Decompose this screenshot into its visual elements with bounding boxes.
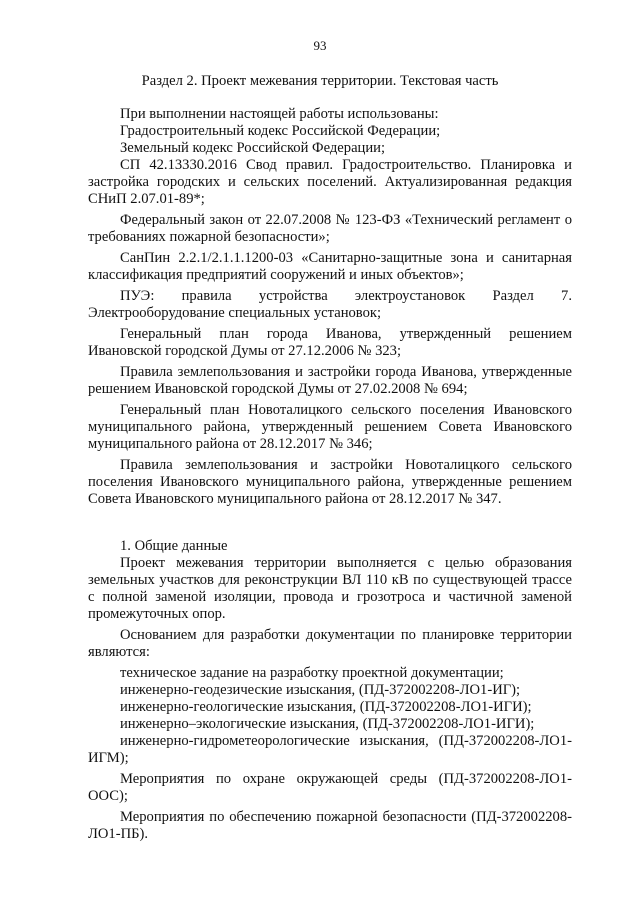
paragraph: Правила землепользования и застройки города Иванова, утвержденные решением Ивановской городской Думы от 27.02.2008 № 694; xyxy=(88,364,572,397)
paragraph: Земельный кодекс Российской Федерации; xyxy=(120,140,386,156)
paragraph: Основанием для разработки документации по планировке территории являются: xyxy=(88,627,572,660)
list-item: инженерно-геологические изыскания, (ПД-372002208-ЛО1-ИГИ); xyxy=(120,699,532,715)
paragraph: СП 42.13330.2016 Свод правил. Градостроительство. Планировка и застройка городских и сельских поселений. Актуализированная редакция СНиП 2.07.01-89*; xyxy=(88,157,572,207)
paragraph: Правила землепользования и застройки Новоталицкого сельского поселения Ивановского муниципального района, утвержденные решением Совета Ивановского муниципального района от 28.12.2017 № 347. xyxy=(88,457,572,507)
list-item: инженерно-геодезические изыскания, (ПД-372002208-ЛО1-ИГ); xyxy=(120,682,521,698)
section-title: Раздел 2. Проект межевания территории. Текстовая часть xyxy=(141,73,499,89)
paragraph: Проект межевания территории выполняется с целью образования земельных участков для реконструкции ВЛ 110 кВ по существующей трассе с полной заменой изоляции, провода и грозотроса и частичной заменой промежуточных опор. xyxy=(88,555,572,622)
document-body xyxy=(88,106,572,847)
section-heading: 1. Общие данные xyxy=(120,538,228,554)
page-number: 93 xyxy=(313,38,327,53)
paragraph: При выполнении настоящей работы использованы: xyxy=(120,106,439,122)
paragraph: СанПин 2.2.1/2.1.1.1200-03 «Санитарно-защитные зона и санитарная классификация предприятий сооружений и иных объектов»; xyxy=(88,250,572,283)
list-item: Мероприятия по охране окружающей среды (ПД-372002208-ЛО1-ООС); xyxy=(88,771,572,804)
list-item: инженерно–экологические изыскания, (ПД-372002208-ЛО1-ИГИ); xyxy=(120,716,535,732)
list-item: техническое задание на разработку проектной документации; xyxy=(120,665,504,681)
list-item: Мероприятия по обеспечению пожарной безопасности (ПД-372002208-ЛО1-ПБ). xyxy=(88,809,572,842)
list-item: инженерно-гидрометеорологические изыскания, (ПД-372002208-ЛО1-ИГМ); xyxy=(88,733,572,766)
paragraph: Генеральный план Новоталицкого сельского поселения Ивановского муниципального района, утвержденный решением Совета Ивановского муниципального района от 28.12.2017 № 346; xyxy=(88,402,572,452)
paragraph: Федеральный закон от 22.07.2008 № 123-ФЗ «Технический регламент о требованиях пожарной безопасности»; xyxy=(88,212,572,245)
paragraph: Генеральный план города Иванова, утвержденный решением Ивановской городской Думы от 27.12.2006 № 323; xyxy=(88,326,572,359)
paragraph: Градостроительный кодекс Российской Федерации; xyxy=(120,123,441,139)
paragraph: ПУЭ: правила устройства электроустановок Раздел 7. Электрооборудование специальных установок; xyxy=(88,288,572,321)
